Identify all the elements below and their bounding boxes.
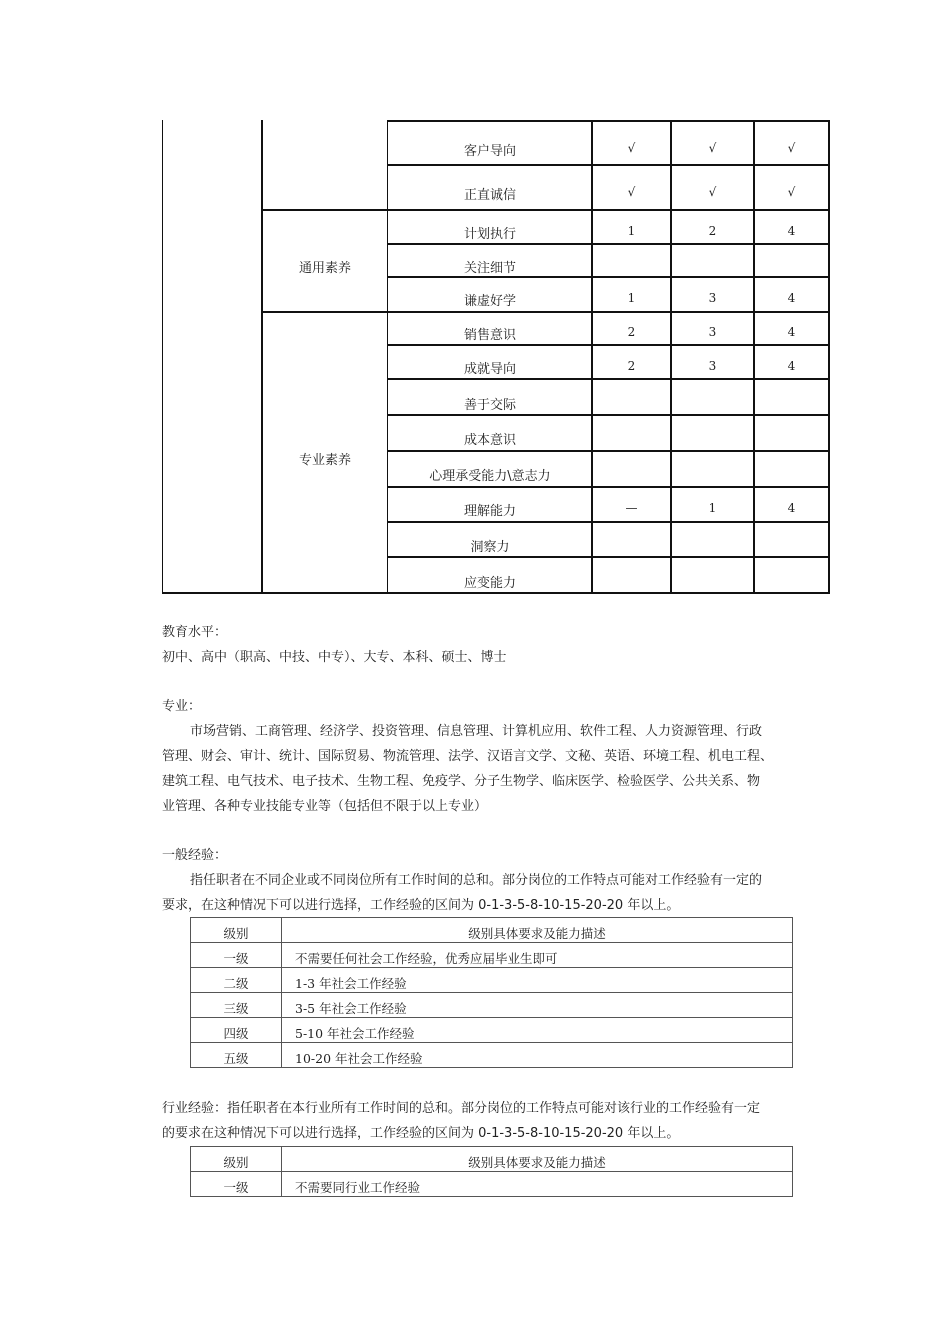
major-line: 管理、财会、审计、统计、国际贸易、物流管理、法学、汉语言文学、文秘、英语、环境工程、机电工程、 (162, 749, 774, 764)
general-exp-line: 要求，在这种情况下可以进行选择，工作经验的区间为 0-1-3-5-8-10-15-20-20 年以上。 (162, 898, 680, 913)
industry-exp-table (190, 1146, 793, 1197)
general-exp-line: 指任职者在不同企业或不同岗位所有工作时间的总和。部分岗位的工作特点可能对工作经验有一定的 (190, 873, 763, 888)
education-text: 初中、高中（职高、中技、中专）、大专、本科、硕士、博士 (162, 650, 507, 665)
table-header-row (191, 918, 793, 943)
table-border (387, 120, 830, 122)
level-cell: 四级 (191, 1018, 282, 1043)
table-border (162, 592, 830, 594)
major-heading: 专业： (162, 699, 202, 714)
education-heading: 教育水平： (162, 625, 228, 640)
description-cell: 3-5 年社会工作经验 (282, 993, 793, 1018)
competency-name: 关注细节 (463, 261, 516, 276)
competency-name: 正直诚信 (463, 188, 516, 203)
level-cell: 一级 (191, 1172, 282, 1197)
competency-name: 应变能力 (463, 576, 516, 591)
general-exp-heading: 一般经验： (162, 848, 228, 863)
table-row (191, 943, 793, 968)
description-cell: 不需要任何社会工作经验，优秀应届毕业生即可 (282, 943, 793, 968)
competency-table (0, 0, 950, 600)
description-cell: 5-10 年社会工作经验 (282, 1018, 793, 1043)
description-cell: 不需要同行业工作经验 (282, 1172, 793, 1197)
table-border (387, 486, 830, 488)
level-value: √ (708, 185, 717, 199)
industry-exp-line: 行业经验：指任职者在本行业所有工作时间的总和。部分岗位的工作特点可能对该行业的工作经验有一定 (162, 1101, 761, 1116)
industry-exp-line: 的要求在这种情况下可以进行选择，工作经验的区间为 0-1-3-5-8-10-15-20-20 年以上。 (162, 1126, 680, 1141)
competency-name: 成就导向 (463, 362, 516, 377)
level-value: √ (627, 141, 636, 155)
level-value: √ (627, 185, 636, 199)
level-value: 3 (708, 325, 717, 339)
level-value: 1 (627, 224, 636, 238)
table-row (191, 1043, 793, 1068)
major-line: 市场营销、工商管理、经济学、投资管理、信息管理、计算机应用、软件工程、人力资源管理、行政 (190, 724, 763, 739)
table-border (162, 120, 163, 594)
table-row (191, 1018, 793, 1043)
competency-name: 成本意识 (463, 433, 516, 448)
table-border (387, 414, 830, 416)
table-border (387, 378, 830, 380)
general-exp-table (190, 917, 793, 1068)
header-level: 级别 (191, 918, 282, 943)
level-cell: 五级 (191, 1043, 282, 1068)
competency-name: 计划执行 (463, 227, 516, 242)
group-label-general: 通用素养 (298, 261, 351, 276)
level-value: 4 (787, 291, 796, 305)
table-row (191, 968, 793, 993)
level-cell: 一级 (191, 943, 282, 968)
header-description: 级别具体要求及能力描述 (282, 918, 793, 943)
level-value: 4 (787, 359, 796, 373)
level-value: 1 (627, 291, 636, 305)
competency-name: 理解能力 (463, 504, 516, 519)
header-description: 级别具体要求及能力描述 (282, 1147, 793, 1172)
table-row (191, 993, 793, 1018)
table-border (261, 311, 830, 313)
level-value: √ (787, 185, 796, 199)
header-level: 级别 (191, 1147, 282, 1172)
table-border (387, 243, 830, 245)
competency-name: 谦虚好学 (463, 294, 516, 309)
competency-name: 心理承受能力\意志力 (429, 469, 551, 484)
table-header-row (191, 1147, 793, 1172)
competency-name: 客户导向 (463, 144, 516, 159)
level-value: — (625, 501, 638, 515)
table-border (387, 521, 830, 523)
table-row (191, 1172, 793, 1197)
level-value: √ (787, 141, 796, 155)
level-value: 4 (787, 501, 796, 515)
level-value: 2 (627, 359, 636, 373)
competency-name: 善于交际 (463, 398, 516, 413)
table-border (387, 276, 830, 278)
table-border (387, 450, 830, 452)
table-border (261, 120, 263, 594)
table-border (261, 209, 830, 211)
level-value: 3 (708, 359, 717, 373)
major-line: 建筑工程、电气技术、电子技术、生物工程、免疫学、分子生物学、临床医学、检验医学、公共关系、物 (162, 774, 761, 789)
level-cell: 二级 (191, 968, 282, 993)
major-line: 业管理、各种专业技能专业等（包括但不限于以上专业） (162, 799, 488, 814)
level-value: 4 (787, 325, 796, 339)
level-value: 2 (708, 224, 717, 238)
level-value: 1 (708, 501, 717, 515)
level-value: 3 (708, 291, 717, 305)
description-cell: 1-3 年社会工作经验 (282, 968, 793, 993)
competency-name: 销售意识 (463, 328, 516, 343)
level-cell: 三级 (191, 993, 282, 1018)
level-value: √ (708, 141, 717, 155)
group-label-professional: 专业素养 (298, 453, 351, 468)
competency-name: 洞察力 (470, 540, 510, 555)
level-value: 2 (627, 325, 636, 339)
table-border (387, 344, 830, 346)
level-value: 4 (787, 224, 796, 238)
description-cell: 10-20 年社会工作经验 (282, 1043, 793, 1068)
table-border (387, 164, 830, 166)
table-border (387, 556, 830, 558)
